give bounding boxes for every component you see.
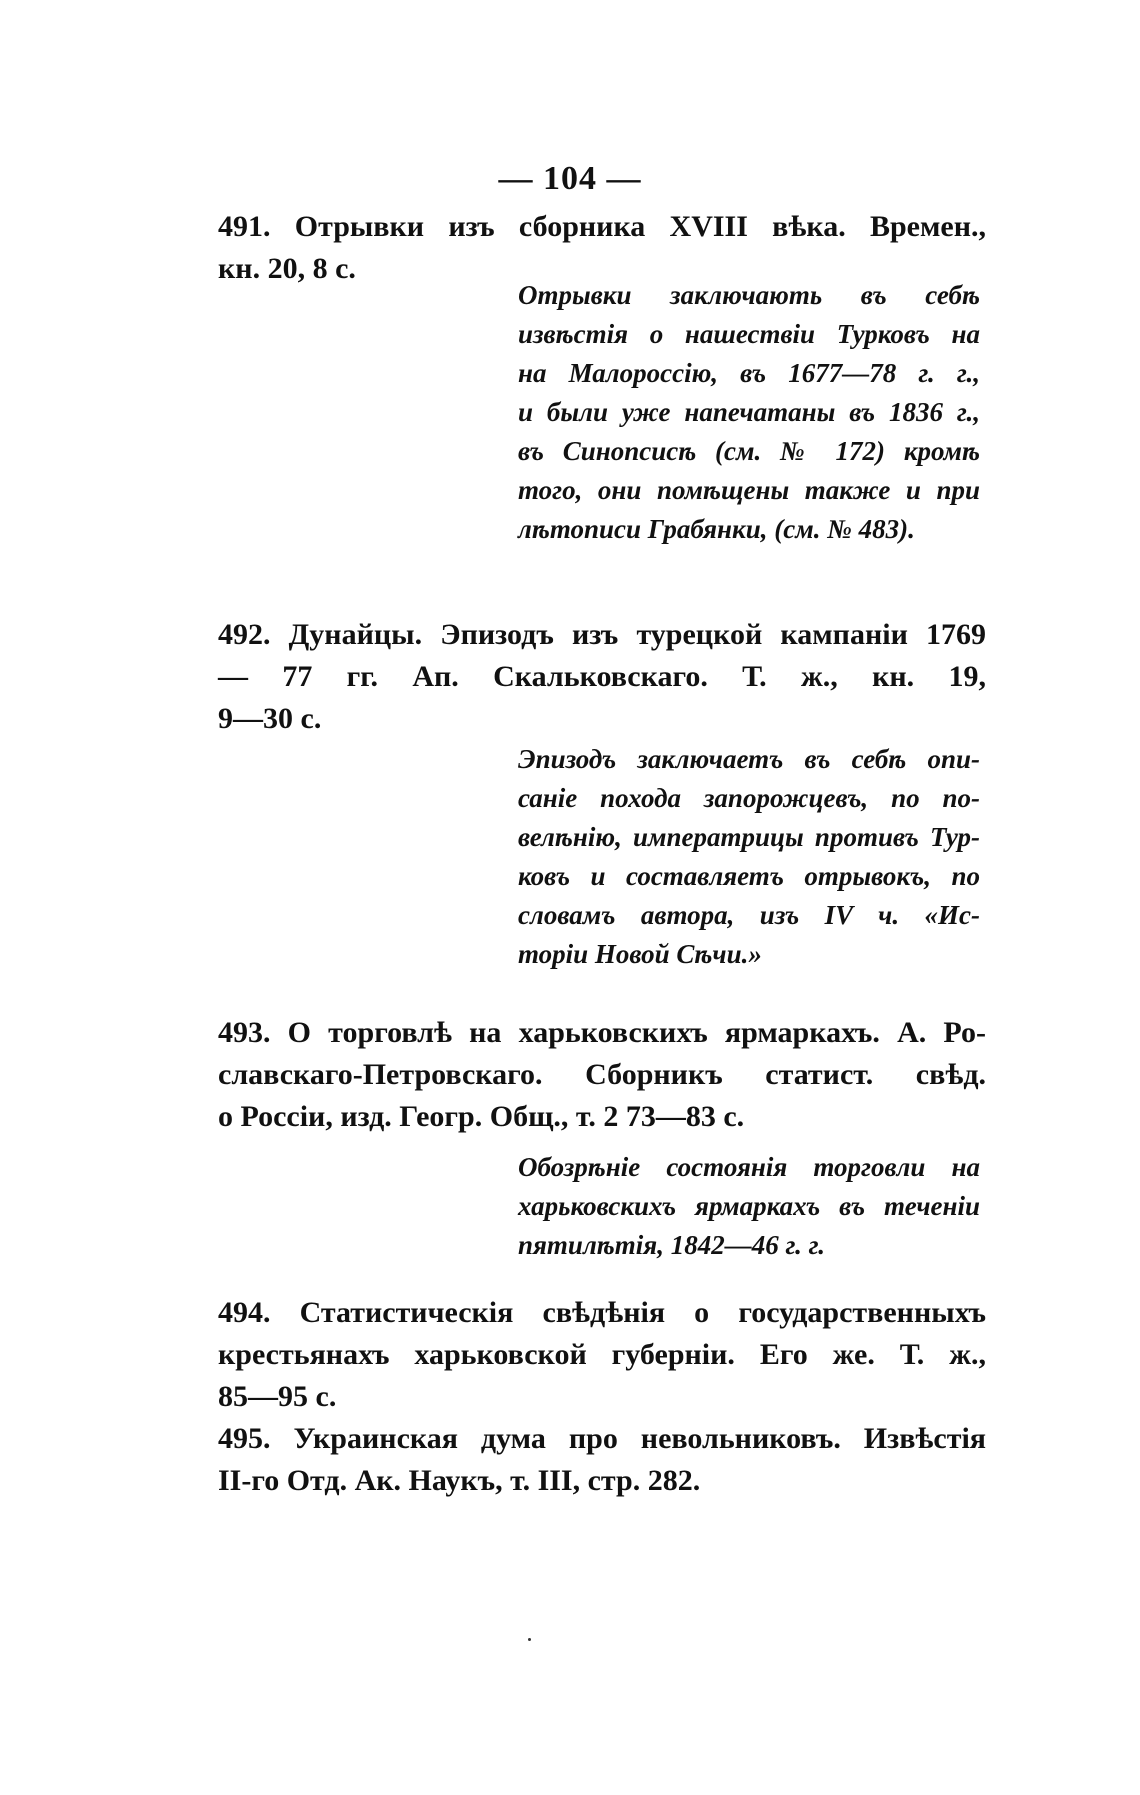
entry-492 (218, 614, 986, 740)
entry-line (218, 1418, 986, 1460)
entry-line (218, 1292, 986, 1334)
annotation-493 (518, 1148, 980, 1265)
annotation-line: извѣстія о нашествіи Турковъ на (518, 319, 980, 349)
entry-text: Украинская дума про невольниковъ. Извѣстія (293, 1422, 987, 1455)
annotation-line: въ Синопсисѣ (см. № 172) кромѣ (518, 436, 980, 466)
page-number: — 104 — (498, 160, 642, 197)
entry-text: Отрывки изъ сборника XVIII вѣка. Времен., (294, 210, 986, 243)
entry-line: крестьянахъ харьковской губерніи. Его же. Т. ж., (218, 1338, 986, 1371)
annotation-492 (518, 740, 980, 974)
entry-493 (218, 1012, 986, 1138)
entry-494 (218, 1292, 986, 1418)
annotation-line: лѣтописи Грабянки, (см. № 483). (518, 514, 915, 544)
annotation-line: ковъ и составляетъ отрывокъ, по (518, 861, 980, 891)
entry-text: Статистическія свѣдѣнія о государственныхъ (299, 1296, 986, 1329)
entry-495 (218, 1418, 986, 1502)
annotation-491 (518, 276, 980, 549)
annotation-line: пятилѣтія, 1842—46 г. г. (518, 1230, 825, 1260)
annotation-line: велѣнію, императрицы противъ Тур- (518, 822, 980, 852)
annotation-line: Отрывки заключають въ себѣ (518, 280, 980, 310)
entry-number: 493. (218, 1016, 271, 1049)
entry-number: 492. (218, 618, 271, 651)
entry-text: О торговлѣ на харьковскихъ ярмаркахъ. А. Ро- (287, 1016, 986, 1049)
annotation-line: Эпизодъ заключаетъ въ себѣ опи- (518, 744, 980, 774)
print-speck (528, 1638, 531, 1641)
annotation-line: словамъ автора, изъ IV ч. «Ис- (518, 900, 980, 930)
annotation-line: харьковскихъ ярмаркахъ въ теченіи (518, 1191, 980, 1221)
entry-line: о Россіи, изд. Геогр. Общ., т. 2 73—83 с. (218, 1100, 745, 1133)
entry-line (218, 1012, 986, 1054)
entry-text: Дунайцы. Эпизодъ изъ турецкой кампаніи 1769 (288, 618, 987, 651)
entry-line (218, 614, 986, 656)
annotation-line: саніе похода запорожцевъ, по по- (518, 783, 980, 813)
entry-line: II-го Отд. Ак. Наукъ, т. III, стр. 282. (218, 1464, 701, 1497)
annotation-line: на Малороссію, въ 1677—78 г. г., (518, 358, 980, 388)
entry-line: — 77 гг. Ап. Скальковскаго. Т. ж., кн. 19, (218, 660, 986, 693)
annotation-line: Обозрѣніе состоянія торговли на (518, 1152, 980, 1182)
entry-line (218, 206, 986, 248)
entry-line: кн. 20, 8 с. (218, 252, 356, 285)
annotation-line: того, они помѣщены также и при (518, 475, 980, 505)
annotation-line: и были уже напечатаны въ 1836 г., (518, 397, 980, 427)
entry-number: 495. (218, 1422, 271, 1455)
entry-number: 491. (218, 210, 271, 243)
entry-number: 494. (218, 1296, 271, 1329)
annotation-line: торіи Новой Сѣчи.» (518, 939, 762, 969)
entry-line: славскаго-Петровскаго. Сборникъ статист. свѣд. (218, 1058, 986, 1091)
entry-line: 85—95 с. (218, 1380, 337, 1413)
entry-line: 9—30 с. (218, 702, 322, 735)
